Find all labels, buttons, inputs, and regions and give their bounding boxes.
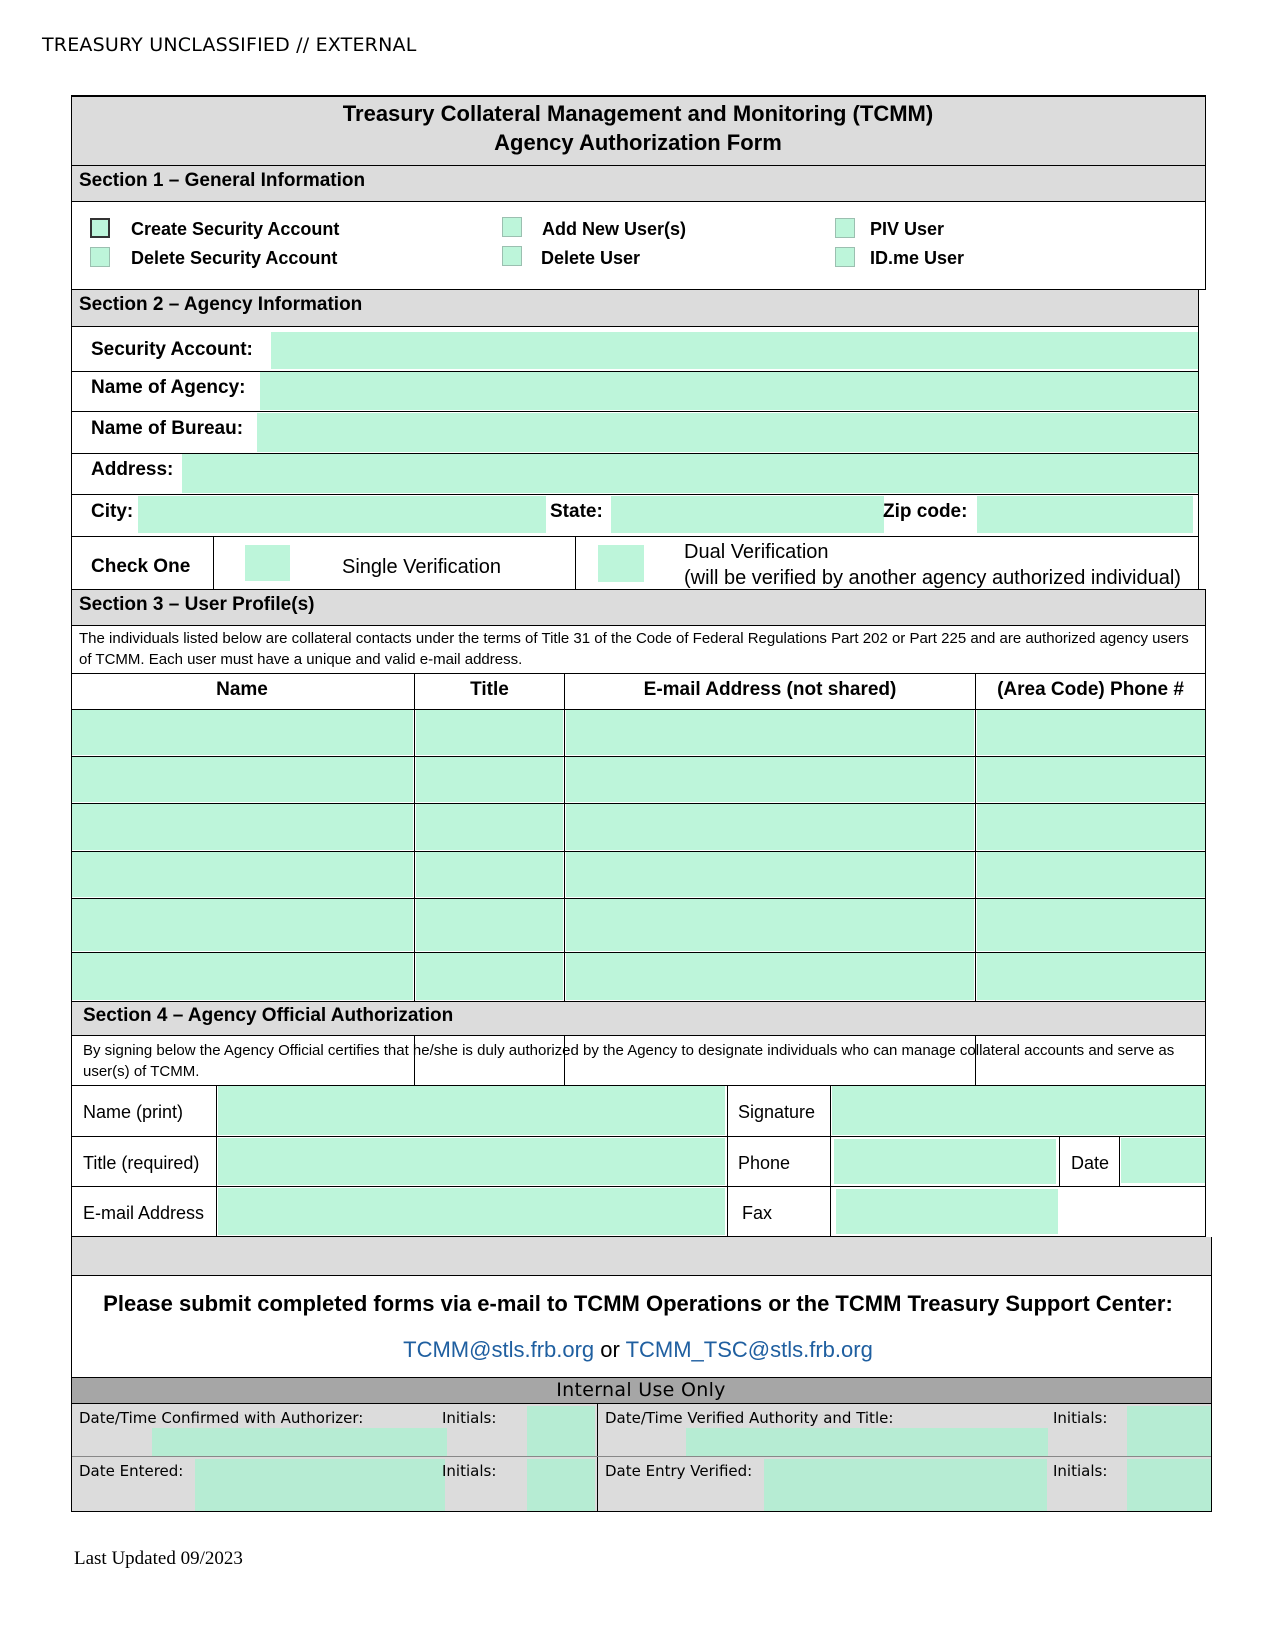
piv-user-label: PIV User <box>870 219 945 239</box>
confirmed-label: Date/Time Confirmed with Authorizer: <box>79 1409 364 1427</box>
column-header-name: Name <box>216 679 268 700</box>
signature-label: Signature <box>738 1102 816 1122</box>
user-row-phone-cell[interactable] <box>977 899 1205 951</box>
initials-label-1: Initials: <box>442 1409 497 1427</box>
initials-label-3: Initials: <box>442 1462 497 1480</box>
official-name-input[interactable] <box>218 1086 725 1135</box>
signature-input[interactable] <box>832 1086 1205 1135</box>
user-row-email-cell[interactable] <box>566 710 974 755</box>
single-verification-label: Single Verification <box>342 556 501 578</box>
user-row-email-cell[interactable] <box>566 757 974 802</box>
piv-user-checkbox[interactable] <box>835 218 855 238</box>
bureau-name-label: Name of Bureau: <box>91 418 244 439</box>
submit-emails <box>71 1337 1205 1363</box>
user-row-name-cell[interactable] <box>71 804 413 850</box>
user-row-name-cell[interactable] <box>71 953 413 1000</box>
phone-input[interactable] <box>834 1139 1056 1184</box>
user-row-title-cell[interactable] <box>416 757 563 802</box>
user-row-name-cell[interactable] <box>71 852 413 897</box>
section4-heading: Section 4 – Agency Official Authorization <box>83 1005 454 1026</box>
form-title: Treasury Collateral Management and Monitoring (TCMM) <box>342 101 934 126</box>
dual-verification-checkbox[interactable] <box>598 545 644 582</box>
add-new-users-checkbox[interactable] <box>502 217 522 237</box>
entry-verified-input[interactable] <box>764 1459 1047 1511</box>
user-row-email-cell[interactable] <box>566 804 974 850</box>
last-updated: Last Updated 09/2023 <box>74 1548 243 1569</box>
address-input[interactable] <box>182 454 1198 493</box>
column-header-email: E-mail Address (not shared) <box>643 679 897 700</box>
internal-use-heading: Internal Use Only <box>556 1379 726 1401</box>
date-entered-label: Date Entered: <box>79 1462 184 1480</box>
form-subtitle: Agency Authorization Form <box>494 130 782 155</box>
initials-input-1[interactable] <box>527 1406 595 1456</box>
address-label: Address: <box>91 459 174 480</box>
user-row-email-cell[interactable] <box>566 852 974 897</box>
delete-security-account-checkbox[interactable] <box>90 247 110 267</box>
zip-code-input[interactable] <box>977 496 1193 533</box>
security-account-label: Security Account: <box>91 339 253 360</box>
user-row-email-cell[interactable] <box>566 953 974 1000</box>
zip-code-label: Zip code: <box>883 501 968 522</box>
user-row-title-cell[interactable] <box>416 852 563 897</box>
state-input[interactable] <box>611 496 884 533</box>
user-row-name-cell[interactable] <box>71 757 413 802</box>
official-title-input[interactable] <box>218 1138 725 1185</box>
official-name-label: Name (print) <box>83 1102 184 1122</box>
idme-user-checkbox[interactable] <box>835 247 855 267</box>
fax-input[interactable] <box>836 1189 1058 1234</box>
user-row-phone-cell[interactable] <box>977 804 1205 850</box>
user-row-title-cell[interactable] <box>416 899 563 951</box>
user-row-phone-cell[interactable] <box>977 710 1205 755</box>
section3-description: The individuals listed below are collateral contacts under the terms of Title 31 of the Code of Federal Regulations Part 202 or Part 225 and are authorized agency users of TCMM. Each user must have a unique and valid e-mail address. <box>79 630 1189 668</box>
state-label: State: <box>550 501 603 522</box>
section2-heading: Section 2 – Agency Information <box>79 294 363 315</box>
phone-label: Phone <box>738 1153 791 1173</box>
agency-name-label: Name of Agency: <box>91 377 246 398</box>
official-email-input[interactable] <box>218 1188 725 1235</box>
separator-band <box>71 1237 1211 1275</box>
delete-user-checkbox[interactable] <box>502 246 522 266</box>
authorization-form <box>71 95 1205 1522</box>
tcmm-email-link[interactable]: TCMM@stls.frb.org <box>403 1337 595 1362</box>
check-one-label: Check One <box>91 556 191 577</box>
user-row-email-cell[interactable] <box>566 899 974 951</box>
official-title-label: Title (required) <box>83 1153 200 1173</box>
column-header-phone: (Area Code) Phone # <box>997 679 1184 700</box>
user-row-title-cell[interactable] <box>416 804 563 850</box>
dual-verification-label: Dual Verification <box>684 541 829 563</box>
section4-description: By signing below the Agency Official certifies that he/she is duly authorized by the Agency to designate individuals who can manage collateral accounts and serve as user(s) of TCMM. <box>83 1042 1175 1080</box>
dual-verification-note: (will be verified by another agency authorized individual) <box>684 567 1181 589</box>
initials-label-4: Initials: <box>1053 1462 1108 1480</box>
single-verification-checkbox[interactable] <box>245 545 290 581</box>
user-row-phone-cell[interactable] <box>977 757 1205 802</box>
initials-input-3[interactable] <box>527 1459 595 1511</box>
create-security-account-checkbox[interactable] <box>90 218 110 238</box>
delete-user-label: Delete User <box>541 248 641 268</box>
user-row-name-cell[interactable] <box>71 899 413 951</box>
section3-heading: Section 3 – User Profile(s) <box>79 594 315 615</box>
add-new-users-label: Add New User(s) <box>542 219 687 239</box>
section1-heading: Section 1 – General Information <box>79 170 366 191</box>
city-label: City: <box>91 501 134 522</box>
confirmed-input[interactable] <box>152 1428 447 1456</box>
idme-user-label: ID.me User <box>870 248 965 268</box>
create-security-account-label: Create Security Account <box>131 219 340 239</box>
initials-input-2[interactable] <box>1127 1406 1211 1456</box>
entry-verified-label: Date Entry Verified: <box>605 1462 753 1480</box>
user-row-phone-cell[interactable] <box>977 953 1205 1000</box>
date-label: Date <box>1071 1153 1110 1173</box>
column-header-title: Title <box>470 679 509 700</box>
city-input[interactable] <box>138 496 546 533</box>
security-account-input[interactable] <box>271 332 1198 369</box>
user-row-title-cell[interactable] <box>416 710 563 755</box>
agency-name-input[interactable] <box>260 372 1198 410</box>
classification-banner: TREASURY UNCLASSIFIED // EXTERNAL <box>42 34 417 56</box>
official-email-label: E-mail Address <box>83 1203 205 1223</box>
submit-instruction: Please submit completed forms via e-mail to TCMM Operations or the TCMM Treasury Support Center: <box>103 1291 1173 1316</box>
date-entered-input[interactable] <box>195 1459 445 1511</box>
delete-security-account-label: Delete Security Account <box>131 248 338 268</box>
user-row-phone-cell[interactable] <box>977 852 1205 897</box>
tcmm-tsc-email-link[interactable]: TCMM_TSC@stls.frb.org <box>625 1337 873 1362</box>
verified-label: Date/Time Verified Authority and Title: <box>605 1409 894 1427</box>
fax-label: Fax <box>742 1203 773 1223</box>
initials-label-2: Initials: <box>1053 1409 1108 1427</box>
date-input[interactable] <box>1121 1138 1205 1183</box>
user-row-name-cell[interactable] <box>71 710 413 755</box>
or-text: or <box>600 1337 620 1362</box>
initials-input-4[interactable] <box>1127 1459 1211 1511</box>
bureau-name-input[interactable] <box>257 413 1198 452</box>
verified-input[interactable] <box>686 1428 1048 1456</box>
user-row-title-cell[interactable] <box>416 953 563 1000</box>
